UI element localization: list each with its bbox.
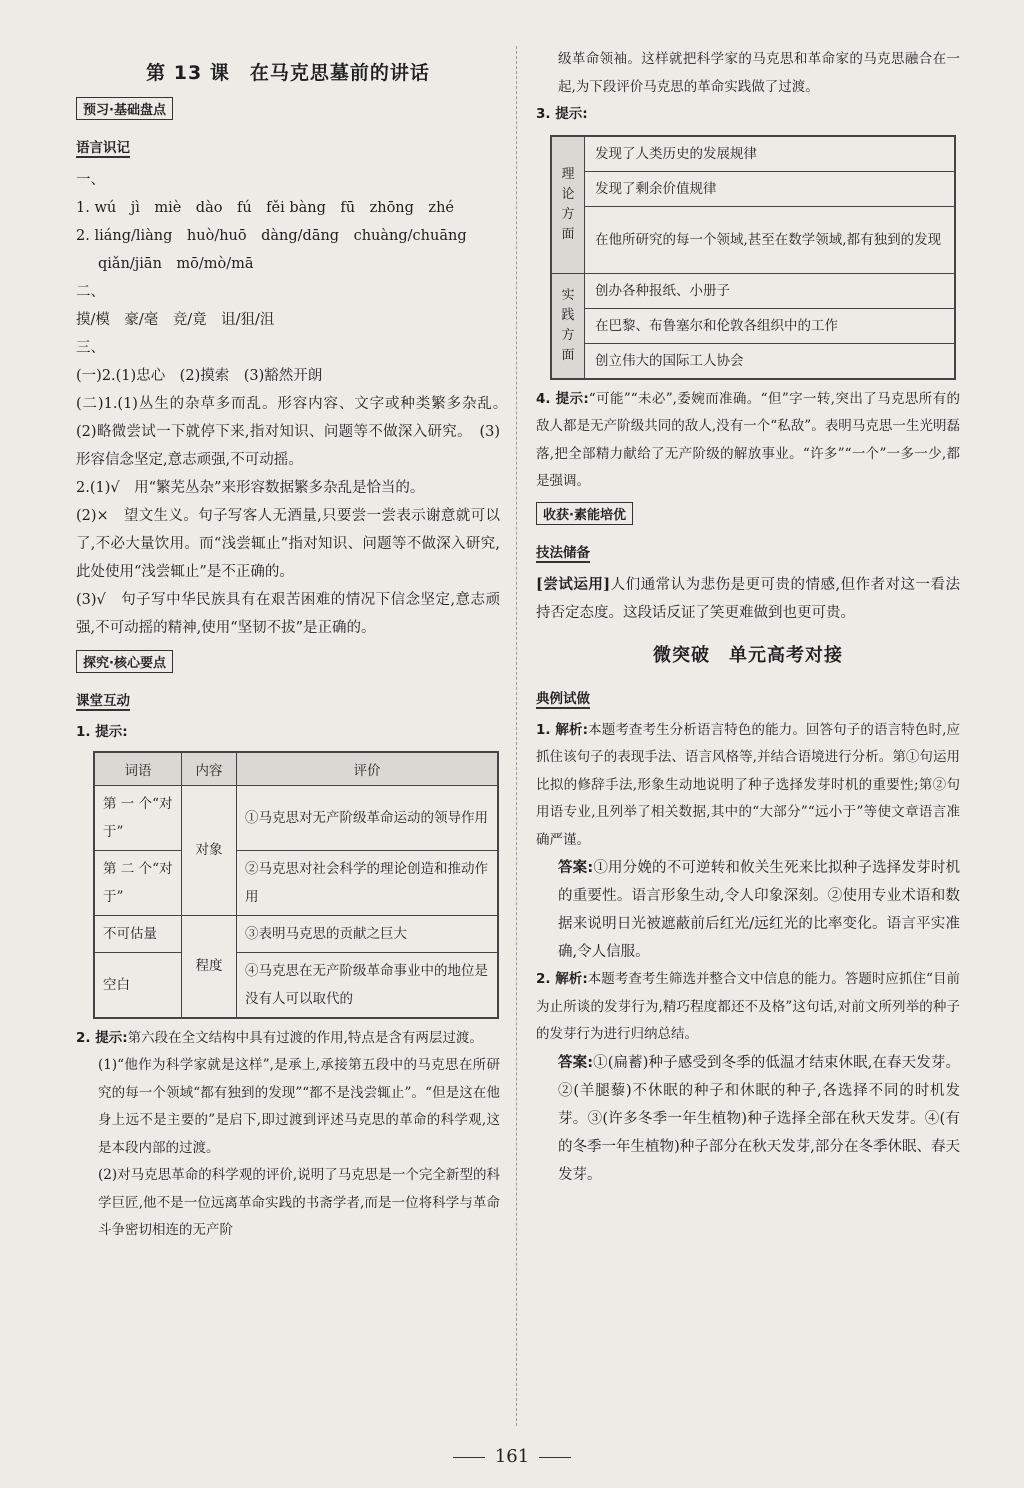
part3: 三、 (76, 340, 105, 356)
table-cell: 对象 (182, 785, 237, 915)
hint4-text: “可能”“未必”,委婉而准确。“但”字一转,突出了马克思所有的敌人都是无产阶级共同的敌人,没有一个“私敌”。表明马克思一生光明磊落,把全部精力献给了无产阶级的解放事业。“许多”“一个”一多一少,都是强调。 (536, 390, 960, 489)
q3-3: 2.(1)√ 用“繁芜丛杂”来形容数据繁多杂乱是恰当的。 (76, 480, 425, 496)
harvest-label: 收获·素能培优 (536, 502, 633, 525)
table-cell: 创立伟大的国际工人协会 (585, 343, 956, 379)
q3-5: (3)√ 句子写中华民族具有在艰苦困难的情况下信念坚定,意志顽强,不可动摇的精神,使用“坚韧不拔”是正确的。 (76, 592, 500, 636)
table-cell: 创办各种报纸、小册子 (585, 273, 956, 308)
table-cell: 不可估量 (94, 915, 182, 952)
q3-2: (二)1.(1)丛生的杂草多而乱。形容内容、文字或种类繁多杂乱。 (2)略微尝试一下就停下来,指对知识、问题等不做深入研究。 (3)形容信念坚定,意志顽强,不可动摇。 (76, 396, 515, 468)
table-cell: 程度 (182, 915, 237, 1018)
table-cell: 在巴黎、布鲁塞尔和伦敦各组织中的工作 (585, 308, 956, 343)
example-label: 典例试做 (536, 687, 590, 709)
table-cell: ①马克思对无产阶级革命运动的领导作用 (237, 785, 499, 850)
table-cell: 在他所研究的每一个领域,甚至在数学领域,都有独到的发现 (585, 206, 956, 273)
table-side-label: 理论方面 (551, 136, 585, 274)
column-divider (516, 46, 518, 1426)
part2: 二、 (76, 284, 105, 300)
a1-text: 本题考查考生分析语言特色的能力。回答句子的语言特色时,应抓住该句子的表现手法、语言风格等,并结合语境进行分析。第①句运用比拟的修辞手法,形象生动地说明了种子选择发芽时机的重要性;第②句用语专业,且列举了相关数据,其中的“大部分”“远小于”等使文章语言准确严谨。 (536, 721, 960, 848)
continued-text: 级革命领袖。这样就把科学家的马克思和革命家的马克思融合在一起,为下段评价马克思的革命实践做了过渡。 (558, 51, 960, 95)
hint3: 3. 提示: (536, 106, 588, 122)
left-column (76, 46, 515, 1245)
table-cell: ③表明马克思的贡献之巨大 (237, 915, 499, 952)
page-number-dash (539, 1457, 571, 1458)
table-header: 评价 (237, 752, 499, 786)
q3-1: (一)2.(1)忠心 (2)摸索 (3)豁然开朗 (76, 368, 323, 384)
table-header: 内容 (182, 752, 237, 786)
page-number-dash (453, 1457, 485, 1458)
hint2-b: (2)对马克思革命的科学观的评价,说明了马克思是一个完全新型的科学巨匠,他不是一位远离革命实践的书斋学者,而是一位将科学与革命斗争密切相连的无产阶 (98, 1167, 500, 1238)
a2-label: 2. 解析: (536, 971, 588, 987)
page-number (0, 1446, 1024, 1467)
explore-label: 探究·核心要点 (76, 650, 173, 673)
try-text: 人们通常认为悲伤是更可贵的情感,但作者对这一看法持否定态度。这段话反证了笑更难做到也更可贵。 (536, 576, 960, 621)
chars-line: 摸/模 豪/毫 竞/竟 诅/狙/沮 (76, 312, 275, 328)
table-side-label: 实践方面 (551, 273, 585, 379)
a1-label: 1. 解析: (536, 721, 588, 738)
hint2-text: 第六段在全文结构中具有过渡的作用,特点是含有两层过渡。 (127, 1029, 483, 1046)
a2-text: 本题考查考生筛选并整合文中信息的能力。答题时应抓住“目前为止所谈的发芽行为,精巧程度都还不及格”这句话,对前文所列举的种子的发芽行为进行归纳总结。 (536, 971, 960, 1042)
table-cell: 发现了人类历史的发展规律 (585, 136, 956, 172)
table-cell: 第 一 个“对于” (94, 785, 182, 850)
hint2-a: (1)“他作为科学家就是这样”,是承上,承接第五段中的马克思在所研究的每一个领域“都有独到的发现”“都不是浅尝辄止”。“但是这在他身上远不是主要的”是启下,即过渡到评述马克思的革命的科学观,这是本段内部的过渡。 (98, 1057, 500, 1156)
page-number-text: 161 (494, 1446, 530, 1467)
ans1-text: ①用分娩的不可逆转和攸关生死来比拟种子选择发芽时机的重要性。语言形象生动,令人印象深刻。②使用专业术语和数据来说明日光被遮蔽前后红光/远红光的比率变化。语言平实准确,令人信服。 (558, 860, 960, 960)
hint4-label: 4. 提示: (536, 390, 589, 407)
pinyin-line-2: 2. liáng/liàng huò/huō dàng/dāng chuàng/chuāng (76, 228, 467, 244)
lang-label: 语言识记 (76, 136, 130, 158)
part1: 一、 (76, 172, 105, 188)
lesson-title: 第 13 课 在马克思墓前的讲话 (146, 62, 430, 84)
ans2-text: ①(扁蓄)种子感受到冬季的低温才结束休眠,在春天发芽。②(羊腿藜)不休眠的种子和休眠的种子,各选择不同的时机发芽。③(许多冬季一年生植物)种子选择全部在秋天发芽。④(有的冬季一年生植物)种子部分在秋天发芽,部分在冬季休眠、春天发芽。 (558, 1054, 960, 1183)
pinyin-line-1: 1. wú jì miè dào fú fěi bàng fū zhōng zhé (76, 200, 454, 216)
table-cell: 空白 (94, 952, 182, 1018)
ans2-label: 答案: (558, 1054, 594, 1071)
class-label: 课堂互动 (76, 689, 130, 711)
hint1: 1. 提示: (76, 724, 128, 740)
table-cell: 发现了剩余价值规律 (585, 171, 956, 206)
right-column (536, 46, 960, 1189)
hint2-label: 2. 提示: (76, 1029, 128, 1046)
table-words (93, 751, 499, 1019)
micro-title: 微突破 单元高考对接 (653, 644, 843, 666)
ans1-label: 答案: (558, 860, 594, 876)
try-label: [尝试运用] (536, 575, 611, 593)
table-cell: ④马克思在无产阶级革命事业中的地位是没有人可以取代的 (237, 952, 499, 1018)
table-cell: ②马克思对社会科学的理论创造和推动作用 (237, 850, 499, 915)
table-header: 词语 (94, 752, 182, 786)
skill-label: 技法储备 (536, 541, 590, 563)
table-cell: 第 二 个“对于” (94, 850, 182, 915)
pinyin-line-3: qiǎn/jiān mō/mò/mā (98, 256, 254, 272)
preview-label: 预习·基础盘点 (76, 97, 173, 120)
table-contributions (550, 135, 956, 380)
q3-4: (2)× 望文生义。句子写客人无酒量,只要尝一尝表示谢意就可以了,不必大量饮用。而“浅尝辄止”指对知识、问题等不做深入研究,此处使用“浅尝辄止”是不正确的。 (76, 508, 500, 580)
